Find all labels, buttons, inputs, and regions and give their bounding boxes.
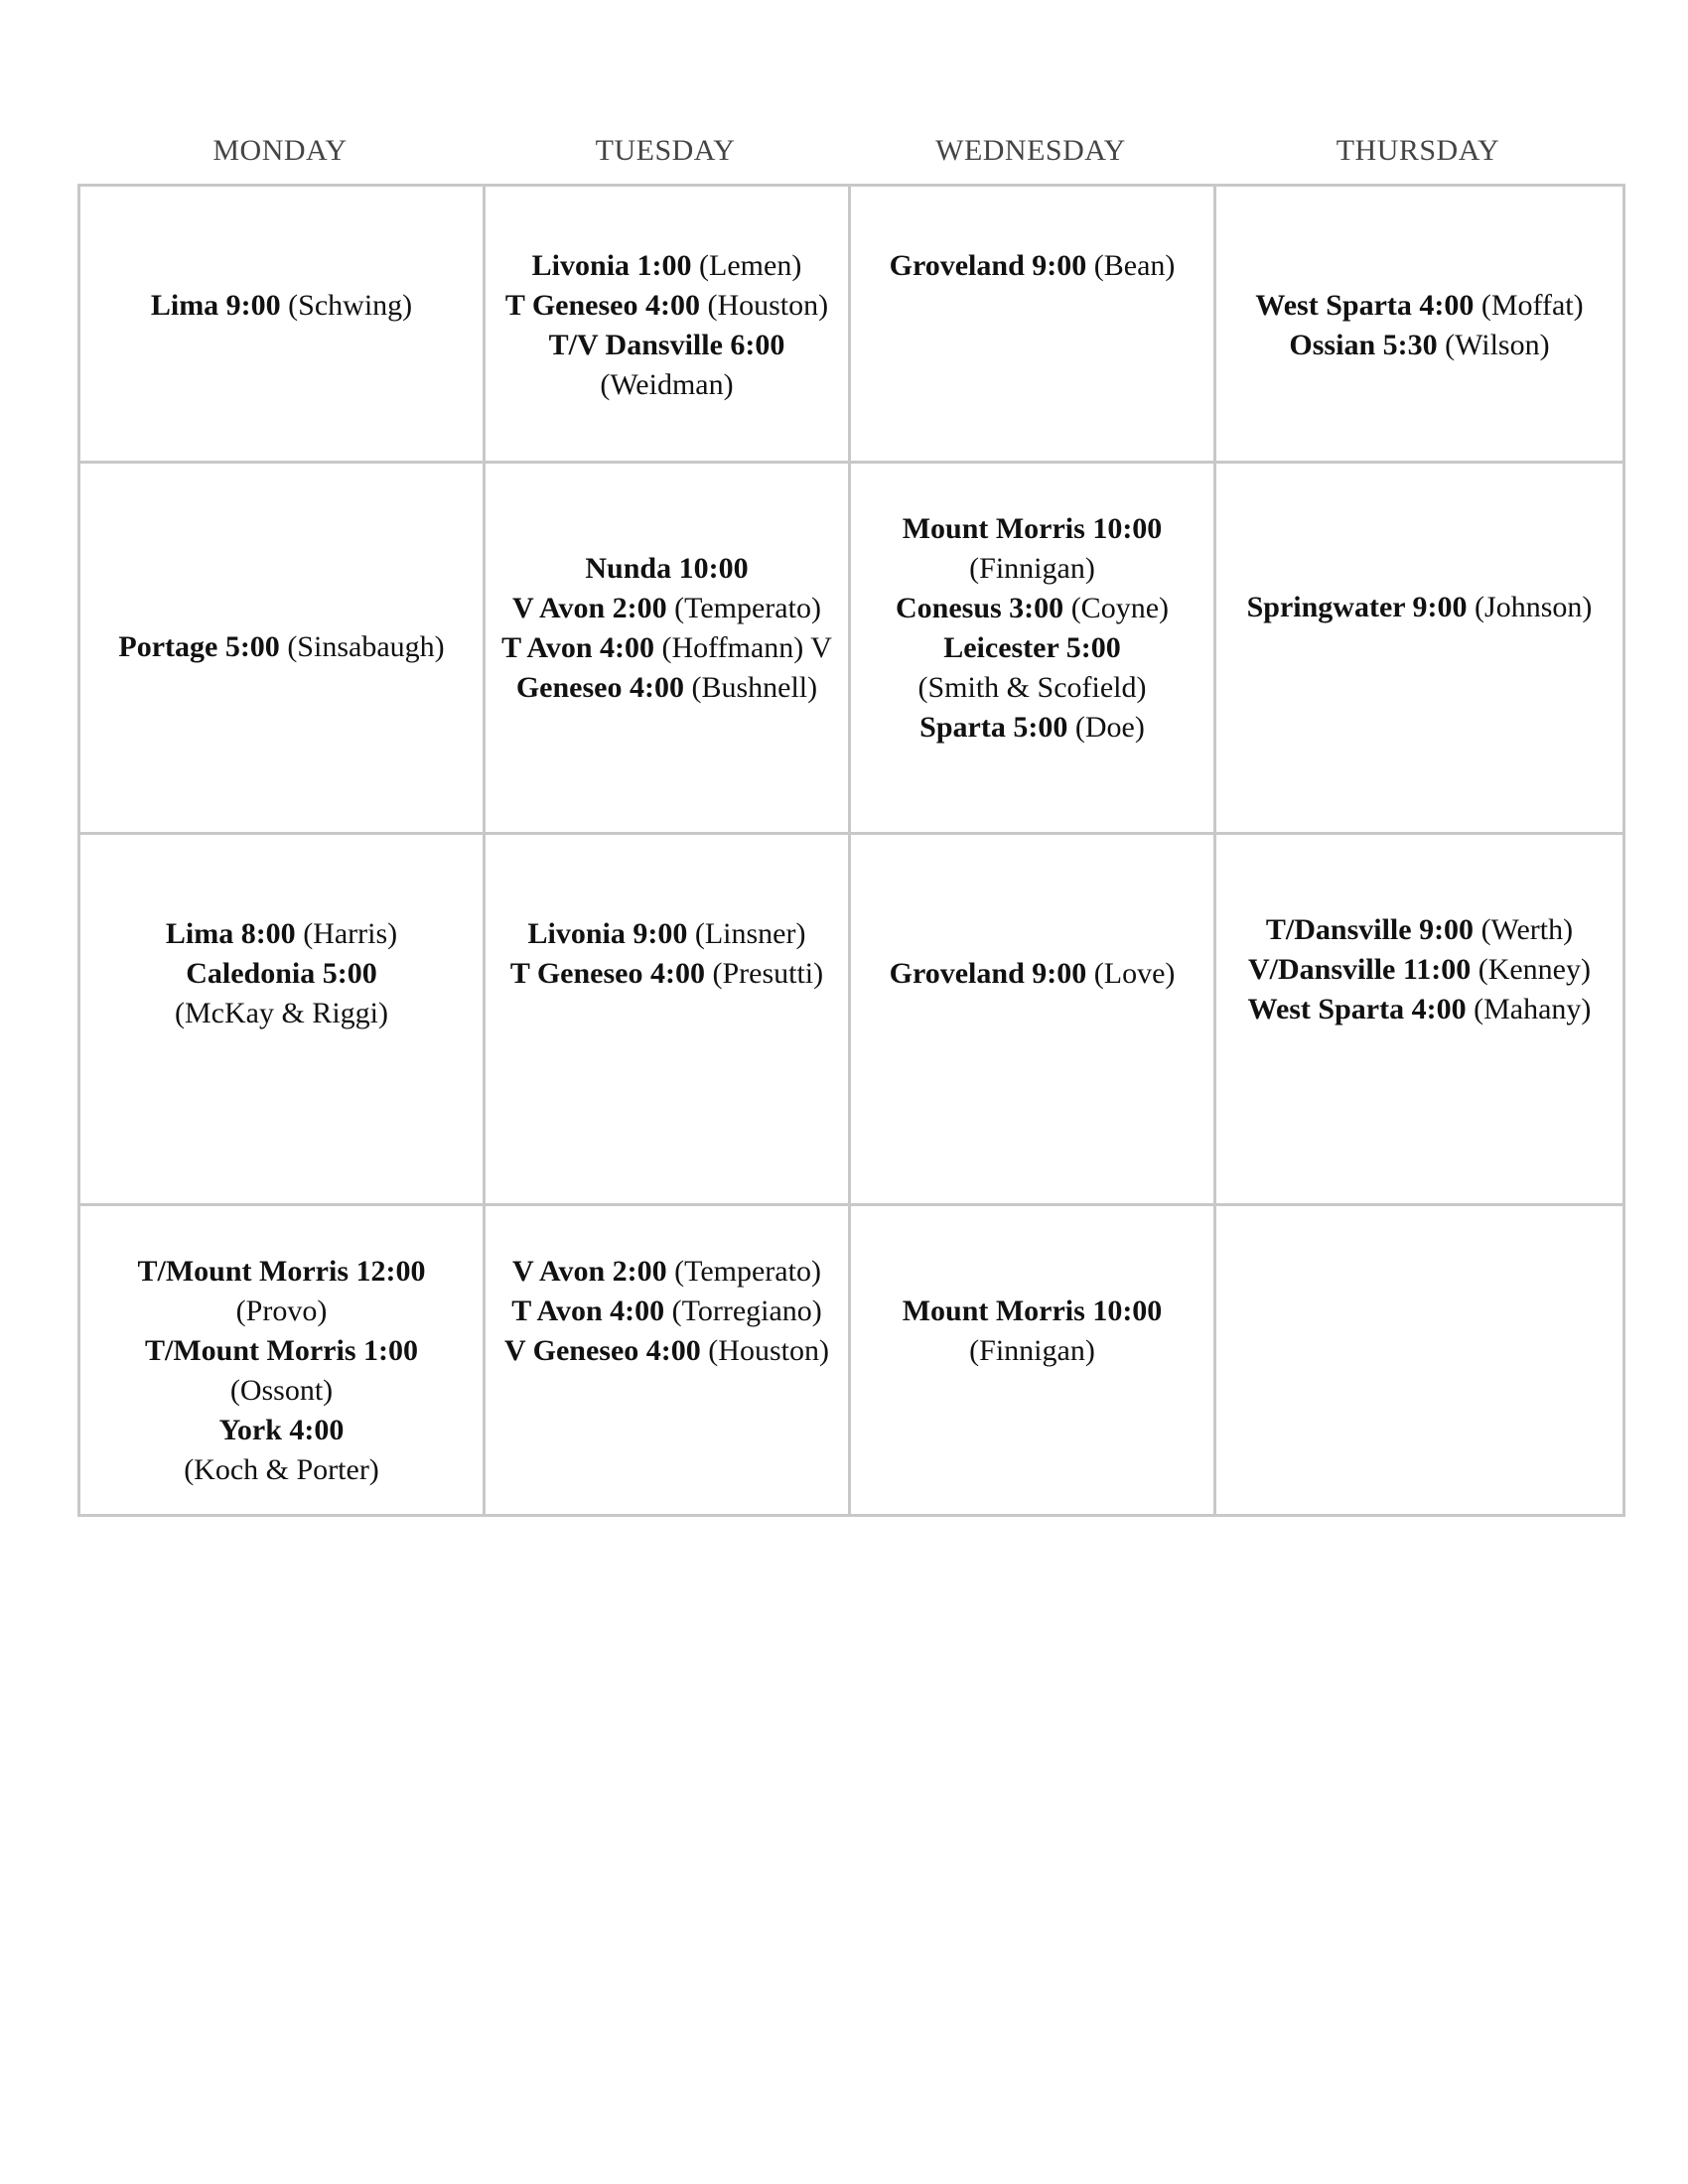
- cell-thursday: [1215, 186, 1624, 463]
- entry-place: York 4:00: [218, 1413, 345, 1446]
- entry-place: Lima 9:00: [150, 289, 281, 322]
- week-row-2: [79, 463, 1624, 834]
- schedule-entry: [497, 954, 836, 994]
- entry-name: (Schwing): [288, 289, 413, 322]
- entry-name: (Koch & Porter): [184, 1452, 379, 1486]
- entry-name: (Sinsabaugh): [287, 630, 445, 664]
- entry-place: V Avon 2:00: [512, 1254, 667, 1288]
- entry-place: Nunda 10:00: [585, 552, 749, 586]
- entry-place: Mount Morris 10:00: [902, 512, 1163, 546]
- schedule-entry: [1228, 588, 1611, 627]
- entry-place: Lima 8:00: [165, 916, 296, 950]
- cell-monday: [79, 833, 485, 1204]
- entry-name: (McKay & Riggi): [175, 996, 388, 1029]
- cell-monday: [79, 186, 485, 463]
- entry-place: Groveland 9:00: [889, 956, 1087, 990]
- entry-place: Livonia 9:00: [527, 916, 688, 950]
- entry-name: (Kenney): [1477, 952, 1591, 986]
- entry-place: Livonia 1:00: [531, 249, 692, 282]
- schedule-entry: [1228, 910, 1611, 950]
- cell-monday: [79, 1204, 485, 1515]
- entry-name: (Linsner): [694, 916, 806, 950]
- schedule-entry: [1228, 286, 1611, 326]
- cell-thursday: [1215, 463, 1624, 834]
- schedule-entry: [1228, 990, 1611, 1029]
- schedule-entry: [863, 246, 1201, 286]
- week-row-3: [79, 833, 1624, 1204]
- cell-thursday: [1215, 833, 1624, 1204]
- entry-place: Caledonia 5:00: [186, 956, 377, 990]
- entry-place: Sparta 5:00: [919, 711, 1068, 745]
- entry-name: (Houston): [707, 289, 829, 322]
- entry-place: Groveland 9:00: [889, 249, 1087, 282]
- schedule-entry: [92, 954, 471, 1033]
- entry-name: (Harris): [303, 916, 398, 950]
- schedule-entry: [497, 286, 836, 326]
- schedule-entry: [497, 1331, 836, 1371]
- schedule-entry: [497, 246, 836, 286]
- schedule-entry: [863, 708, 1201, 748]
- entry-place: West Sparta 4:00: [1255, 289, 1475, 322]
- cell-wednesday: [850, 463, 1215, 834]
- entry-name: (Houston): [708, 1333, 829, 1367]
- schedule-entry: [497, 1252, 836, 1292]
- header-thursday: THURSDAY: [1336, 134, 1500, 167]
- schedule-entry: [497, 1292, 836, 1331]
- header-monday: MONDAY: [212, 134, 348, 167]
- entry-name: (Ossont): [229, 1373, 334, 1407]
- schedule-entry: [497, 628, 836, 668]
- cell-wednesday: [850, 186, 1215, 463]
- entry-name: (Provo): [235, 1294, 328, 1327]
- entry-name: (Bean): [1093, 249, 1176, 282]
- entry-name: (Lemen): [699, 249, 802, 282]
- entry-place: T/Dansville 9:00: [1265, 912, 1475, 946]
- entry-place: Leicester 5:00: [943, 631, 1121, 665]
- entry-name: (Finnigan): [969, 552, 1095, 586]
- entry-name: (Love): [1093, 956, 1176, 990]
- cell-monday: [79, 463, 485, 834]
- entry-place: T/V Dansville 6:00: [548, 329, 785, 361]
- entry-name: (Temperato): [674, 1254, 821, 1288]
- schedule-entry: [863, 1292, 1201, 1371]
- schedule-entry: [863, 509, 1201, 589]
- entry-place: V Avon 2:00: [512, 592, 667, 625]
- schedule-entry: [497, 914, 836, 954]
- cell-tuesday: [485, 463, 850, 834]
- entry-place: Conesus 3:00: [895, 592, 1064, 625]
- entry-place: T Geneseo 4:00: [504, 289, 700, 322]
- day-header-row: [77, 127, 1622, 175]
- entry-place: T/Mount Morris 1:00: [145, 1333, 418, 1367]
- schedule-entry: [1228, 326, 1611, 365]
- schedule-entry: [1228, 950, 1611, 990]
- entry-name: (Werth): [1480, 912, 1574, 946]
- entry-place: V Geneseo 4:00: [504, 1333, 701, 1367]
- entry-place: T/Mount Morris 12:00: [137, 1254, 426, 1288]
- entry-place: Geneseo 4:00: [515, 671, 684, 705]
- schedule-entry: [497, 326, 836, 405]
- entry-name: (Wilson): [1445, 329, 1550, 361]
- entry-place: V/Dansville 11:00: [1248, 952, 1472, 986]
- cell-wednesday: [850, 833, 1215, 1204]
- schedule-entry: [497, 668, 836, 708]
- entry-name: (Bushnell): [691, 671, 818, 705]
- entry-name: (Finnigan): [969, 1333, 1095, 1367]
- entry-name: (Mahany): [1474, 992, 1592, 1025]
- cell-tuesday: [485, 1204, 850, 1515]
- entry-name: (Presutti): [712, 956, 824, 990]
- schedule-entry: [497, 589, 836, 628]
- entry-place: Portage 5:00: [118, 630, 280, 664]
- entry-name: (Temperato): [674, 592, 821, 625]
- cell-thursday: [1215, 1204, 1624, 1515]
- schedule-entry: [92, 286, 471, 326]
- entry-place: Springwater 9:00: [1246, 591, 1468, 624]
- schedule-entry: [92, 1252, 471, 1331]
- entry-name: (Weidman): [600, 368, 734, 401]
- schedule-entry: [863, 954, 1201, 994]
- entry-name: (Hoffmann) V: [661, 631, 832, 665]
- entry-name: (Moffat): [1480, 289, 1584, 322]
- entry-name: (Torregiano): [671, 1294, 822, 1327]
- entry-name: (Johnson): [1475, 591, 1593, 624]
- entry-name: (Doe): [1074, 711, 1145, 745]
- schedule-entry: [92, 1411, 471, 1490]
- cell-wednesday: [850, 1204, 1215, 1515]
- header-tuesday: TUESDAY: [595, 134, 736, 167]
- cell-tuesday: [485, 186, 850, 463]
- schedule-entry: [863, 589, 1201, 628]
- schedule-entry: [92, 914, 471, 954]
- entry-place: T Avon 4:00: [511, 1294, 665, 1327]
- week-row-4: [79, 1204, 1624, 1515]
- entry-place: Ossian 5:30: [1289, 329, 1438, 361]
- entry-place: T Geneseo 4:00: [509, 956, 705, 990]
- entry-place: T Avon 4:00: [501, 631, 655, 665]
- schedule-entry: [863, 628, 1201, 708]
- schedule-table: [77, 184, 1625, 1517]
- entry-name: (Smith & Scofield): [917, 671, 1147, 705]
- schedule-entry: [92, 1331, 471, 1411]
- schedule-entry: [497, 549, 836, 589]
- entry-place: Mount Morris 10:00: [902, 1294, 1163, 1327]
- header-wednesday: WEDNESDAY: [935, 134, 1126, 167]
- cell-tuesday: [485, 833, 850, 1204]
- week-row-1: [79, 186, 1624, 463]
- schedule-entry: [92, 627, 471, 667]
- entry-name: (Coyne): [1070, 592, 1169, 625]
- entry-place: West Sparta 4:00: [1247, 992, 1467, 1025]
